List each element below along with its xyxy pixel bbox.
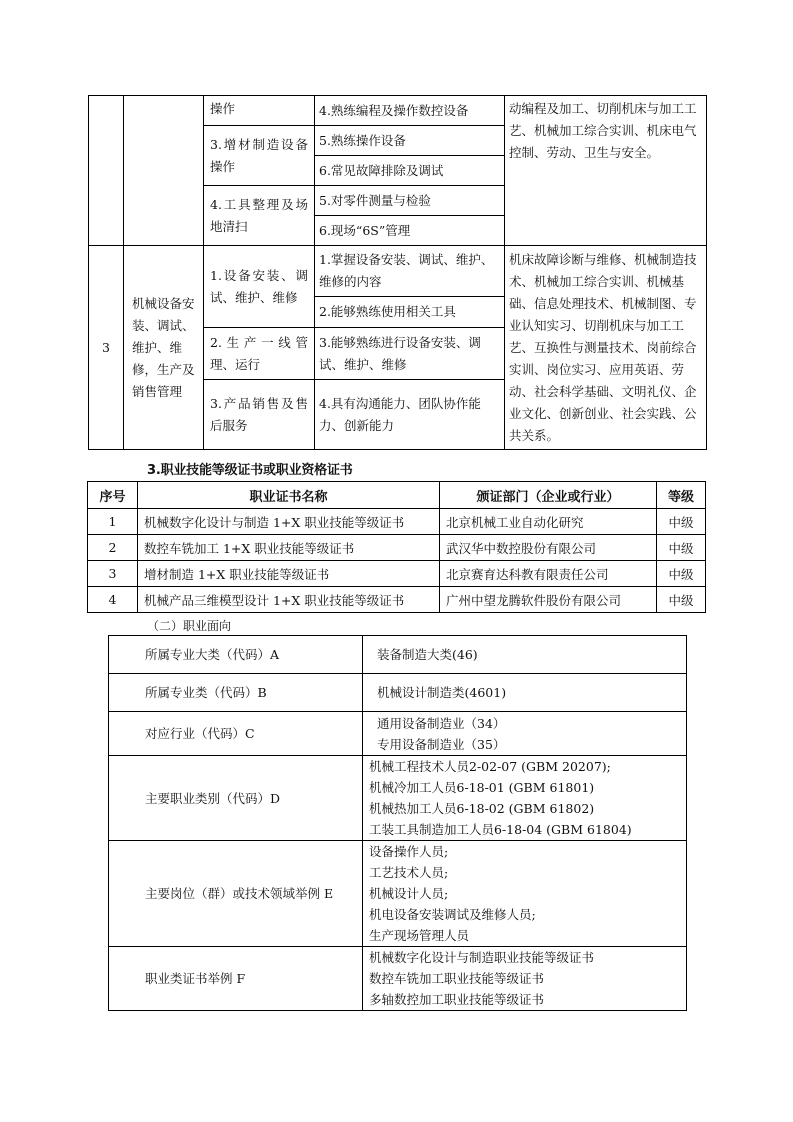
cert-index: 1 xyxy=(88,509,138,535)
value-line: 机械冷加工人员6-18-01 (GBM 61801) xyxy=(369,780,595,795)
course-cell: 机床故障诊断与维修、机械制造技术、机械加工综合实训、机械基础、信息处理技术、机械制图、专业认知实习、切削机床与加工工艺、互换性与测量技术、岗前综合实训、岗位实习、应用英语、劳动、社会科学基础、文明礼仪、企业文化、创新创业、社会实践、公共关系。 xyxy=(505,246,707,450)
value-line: 数控车铣加工职业技能等级证书 xyxy=(369,971,545,986)
orientation-label: 所属专业类（代码）B xyxy=(109,674,363,712)
table-row xyxy=(88,509,706,535)
task-cell: 4.工具整理及场地清扫 xyxy=(204,186,315,246)
capability-cell: 4.熟练编程及操作数控设备 xyxy=(315,96,505,126)
capability-cell: 3.能够熟练进行设备安装、调试、维护、维修 xyxy=(315,328,505,380)
cert-issuer: 广州中望龙腾软件股份有限公司 xyxy=(440,587,657,613)
cert-name: 机械数字化设计与制造 1+X 职业技能等级证书 xyxy=(138,509,440,535)
cert-index: 3 xyxy=(88,561,138,587)
value-line: 机械热加工人员6-18-02 (GBM 61802) xyxy=(369,801,595,816)
task-cell: 3.产品销售及售后服务 xyxy=(204,380,315,450)
cert-level: 中级 xyxy=(657,509,706,535)
orientation-value xyxy=(363,674,687,712)
table-row xyxy=(109,674,687,712)
task-cell: 3.增材制造设备操作 xyxy=(204,126,315,186)
value-line: 机电设备安装调试及维修人员; xyxy=(369,907,536,922)
cert-issuer: 武汉华中数控股份有限公司 xyxy=(440,535,657,561)
orientation-value xyxy=(363,756,687,841)
orientation-value xyxy=(363,712,687,756)
table-row xyxy=(109,712,687,756)
cert-name: 增材制造 1+X 职业技能等级证书 xyxy=(138,561,440,587)
value-line: 工装工具制造加工人员6-18-04 (GBM 61804) xyxy=(369,822,632,837)
capability-cell: 4.具有沟通能力、团队协作能力、创新能力 xyxy=(315,380,505,450)
value-line: 通用设备制造业（34） xyxy=(377,715,506,731)
area-cell: 机械设备安装、调试、维护、维修，生产及销售管理 xyxy=(124,246,204,450)
area-cell xyxy=(124,96,204,246)
orientation-value xyxy=(363,636,687,674)
cert-level: 中级 xyxy=(657,535,706,561)
subsection-heading: （二）职业面向 xyxy=(147,619,232,633)
capability-cell: 5.熟练操作设备 xyxy=(315,126,505,156)
orientation-label: 所属专业大类（代码）A xyxy=(109,636,363,674)
capability-cell: 1.掌握设备安装、调试、维护、维修的内容 xyxy=(315,246,505,297)
table-row xyxy=(109,636,687,674)
column-header: 颁证部门（企业或行业） xyxy=(440,482,657,509)
course-cell: 动编程及加工、切削机床与加工工艺、机械加工综合实训、机床电气控制、劳动、卫生与安全。 xyxy=(505,96,707,246)
task-cell: 1.设备安装、调试、维护、维修 xyxy=(204,246,315,328)
value-line: 机械设计制造类(4601) xyxy=(377,685,507,700)
capability-cell: 6.现场“6S”管理 xyxy=(315,216,505,246)
task-cell: 操作 xyxy=(204,96,315,126)
orientation-label: 职业类证书举例 F xyxy=(109,947,363,1011)
cert-level: 中级 xyxy=(657,561,706,587)
task-cell: 2.生产一线管理、运行 xyxy=(204,328,315,380)
row-number: 3 xyxy=(89,246,124,450)
table-row xyxy=(109,947,687,1011)
table-row xyxy=(109,841,687,947)
column-header: 等级 xyxy=(657,482,706,509)
value-line: 机械工程技术人员2-02-07 (GBM 20207); xyxy=(369,759,611,774)
section-heading: 3.职业技能等级证书或职业资格证书 xyxy=(147,463,353,478)
value-line: 多轴数控加工职业技能等级证书 xyxy=(369,992,545,1007)
cert-issuer: 北京机械工业自动化研究 xyxy=(440,509,657,535)
orientation-label: 主要岗位（群）或技术领域举例 E xyxy=(109,841,363,947)
value-line: 设备操作人员; xyxy=(369,844,449,859)
table-row xyxy=(88,587,706,613)
cert-name: 机械产品三维模型设计 1+X 职业技能等级证书 xyxy=(138,587,440,613)
cert-issuer: 北京赛育达科教有限责任公司 xyxy=(440,561,657,587)
column-header: 职业证书名称 xyxy=(138,482,440,509)
career-orientation-table xyxy=(108,635,687,1011)
orientation-value xyxy=(363,841,687,947)
value-line: 专用设备制造业（35） xyxy=(377,736,506,752)
cert-name: 数控车铣加工 1+X 职业技能等级证书 xyxy=(138,535,440,561)
value-line: 工艺技术人员; xyxy=(369,865,449,880)
value-line: 装备制造大类(46) xyxy=(377,647,478,662)
column-header: 序号 xyxy=(88,482,138,509)
certificate-table xyxy=(87,481,706,613)
cert-index: 4 xyxy=(88,587,138,613)
table-row xyxy=(109,756,687,841)
orientation-value xyxy=(363,947,687,1011)
capability-cell: 2.能够熟练使用相关工具 xyxy=(315,297,505,328)
value-line: 生产现场管理人员 xyxy=(369,928,470,943)
cert-index: 2 xyxy=(88,535,138,561)
table-row xyxy=(88,561,706,587)
capability-cell: 5.对零件测量与检验 xyxy=(315,186,505,216)
cert-level: 中级 xyxy=(657,587,706,613)
value-line: 机械设计人员; xyxy=(369,886,449,901)
row-number-cell xyxy=(89,96,124,246)
value-line: 机械数字化设计与制造职业技能等级证书 xyxy=(369,950,595,965)
orientation-label: 主要职业类别（代码）D xyxy=(109,756,363,841)
table-row xyxy=(88,535,706,561)
curriculum-table xyxy=(88,95,707,450)
orientation-label: 对应行业（代码）C xyxy=(109,712,363,756)
capability-cell: 6.常见故障排除及调试 xyxy=(315,156,505,186)
